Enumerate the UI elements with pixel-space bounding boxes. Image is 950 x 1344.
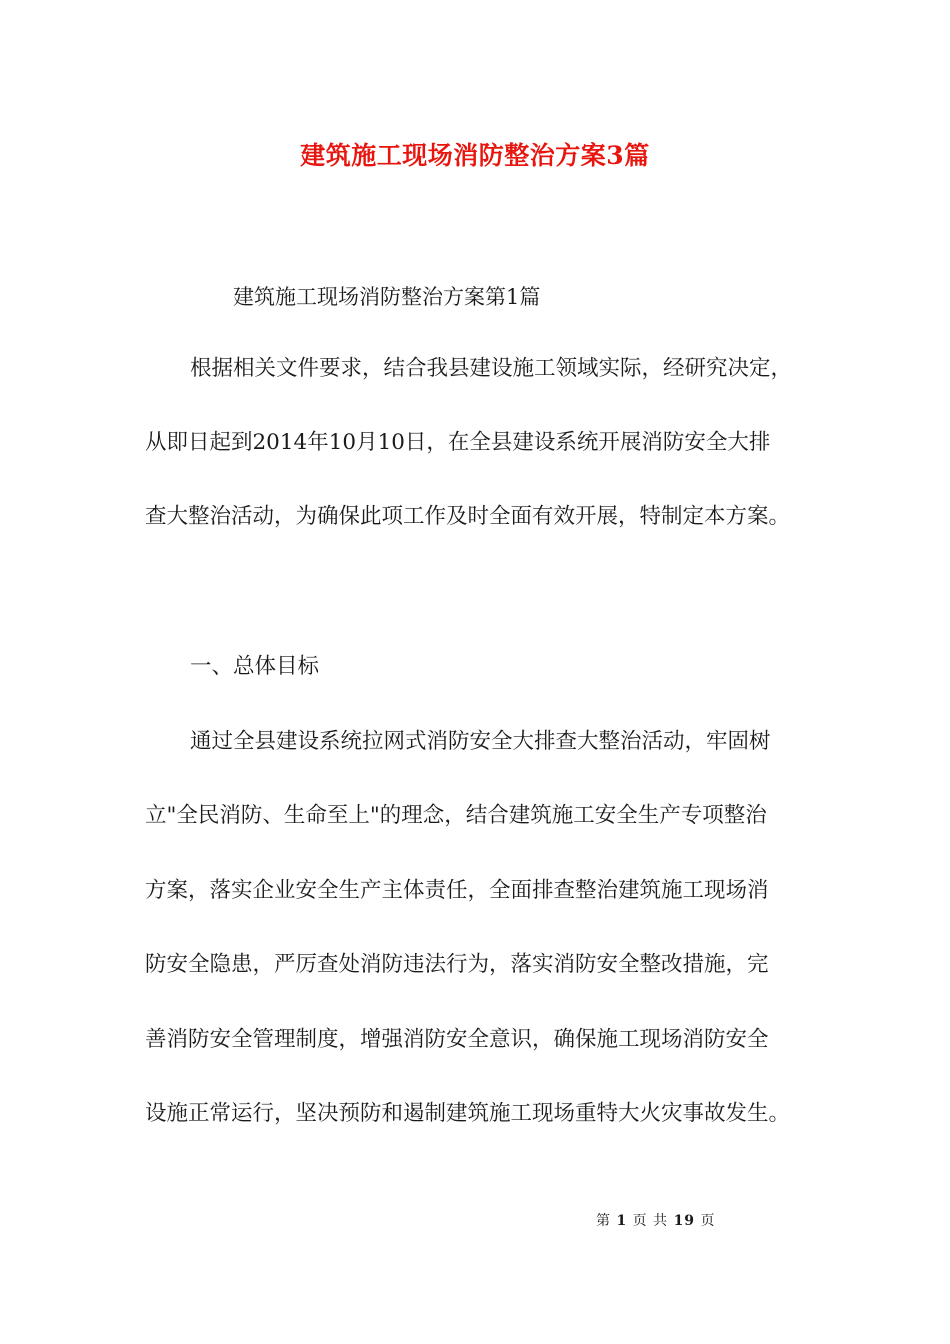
page-footer xyxy=(596,1210,716,1230)
section-line-4: 防安全隐患，严厉查处消防违法行为，落实消防安全整改措施，完 xyxy=(145,952,769,977)
intro-line-1: 根据相关文件要求，结合我县建设施工领域实际，经研究决定， xyxy=(190,356,793,381)
footer-total-pages: 19 xyxy=(673,1213,696,1229)
intro-line-3: 查大整治活动，为确保此项工作及时全面有效开展，特制定本方案。 xyxy=(145,504,791,529)
footer-middle: 页 共 xyxy=(632,1213,669,1229)
document-subtitle: 建筑施工现场消防整治方案第1篇 xyxy=(233,285,541,309)
footer-suffix: 页 xyxy=(700,1213,716,1229)
footer-current-page: 1 xyxy=(616,1213,628,1229)
section-line-6: 设施正常运行，坚决预防和遏制建筑施工现场重特大火灾事故发生。 xyxy=(145,1101,791,1126)
section-line-1: 通过全县建设系统拉网式消防安全大排查大整治活动，牢固树 xyxy=(190,729,771,754)
document-title: 建筑施工现场消防整治方案3篇 xyxy=(300,141,650,170)
section-line-2: 立"全民消防、生命至上"的理念，结合建筑施工安全生产专项整治 xyxy=(145,803,767,828)
section-line-5: 善消防安全管理制度，增强消防安全意识，确保施工现场消防安全 xyxy=(145,1027,769,1052)
intro-line-2: 从即日起到2014年10月10日，在全县建设系统开展消防安全大排 xyxy=(145,430,771,455)
footer-prefix: 第 xyxy=(596,1213,611,1229)
section-heading: 一、总体目标 xyxy=(190,654,320,679)
section-line-3: 方案，落实企业安全生产主体责任，全面排查整治建筑施工现场消 xyxy=(145,878,769,903)
